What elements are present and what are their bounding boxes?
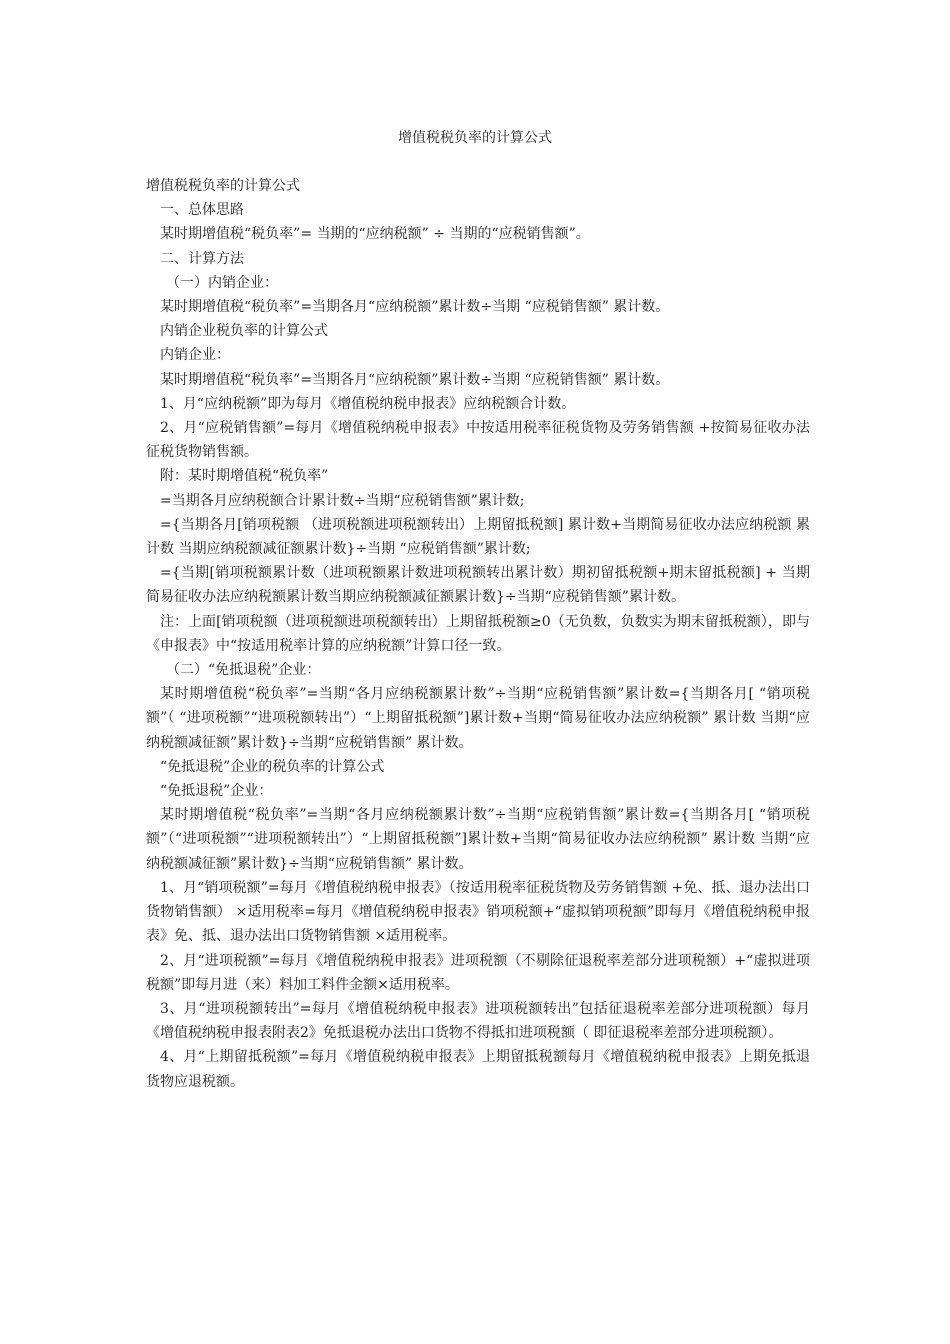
paragraph: “免抵退税”企业的税负率的计算公式 [160, 758, 385, 775]
paragraph: “免抵退税”企业： [160, 783, 273, 800]
note-paragraph: 注：上面[销项税额（进项税额进项税额转出）上期留抵税额≥0（无负数，负数实为期末留抵税额），即与《申报表》中“按适用税率计算的应纳税额”计算口径一致。 [146, 613, 810, 654]
list-item: 2、月“进项税额”=每月《增值税纳税申报表》进项税额（不剔除征退税率差部分进项税额）+“虚拟进项税额”即每月进（来）料加工料件金额×适用税率。 [146, 952, 810, 993]
subsection-heading-domestic: （一）内销企业： [166, 274, 278, 291]
paragraph: 某时期增值税“税负率”=当期“各月应纳税额累计数”÷当期“应税销售额”累计数={当期各月[ “销项税额”（“进项税额”“进项税额转出”）“上期留抵税额”]累计数+当期“简易征收办法应纳税额” 累计数 当期“应纳税额减征额”累计数}÷当期“应税销售额” 累计数。 [146, 807, 810, 872]
document-body [146, 174, 810, 1094]
paragraph: 某时期增值税“税负率”= 当期的“应纳税额” ÷ 当期的“应税销售额”。 [160, 226, 590, 243]
section-heading-method: 二、计算方法 [160, 250, 244, 267]
paragraph: 某时期增值税“税负率”=当期各月“应纳税额”累计数÷当期 “应税销售额” 累计数。 [160, 371, 670, 388]
paragraph: 附：某时期增值税“税负率” [160, 468, 329, 485]
formula-line: ={当期各月[销项税额 （进项税额进项税额转出）上期留抵税额] 累计数+当期简易征收办法应纳税额 累计数 当期应纳税额减征额累计数}÷当期 “应税销售额”累计数; [146, 516, 810, 558]
paragraph: 内销企业： [160, 347, 230, 364]
formula-line: =当期各月应纳税额合计累计数÷当期“应税销售额”累计数; [160, 492, 525, 509]
list-item: 3、月“进项税额转出”=每月《增值税纳税申报表》进项税额转出”包括征退税率差部分进项税额）每月《增值税纳税申报表附表2》免抵退税办法出口货物不得抵扣进项税额（ 即征退税率差部分进项税额）。 [146, 1000, 810, 1042]
paragraph: 内销企业税负率的计算公式 [160, 323, 328, 340]
section-heading-overview: 一、总体思路 [160, 202, 244, 219]
document-title: 增值税税负率的计算公式 [398, 130, 552, 146]
list-item: 4、月“上期留抵税额”=每月《增值税纳税申报表》上期留抵税额每月《增值税纳税申报表》上期免抵退货物应退税额。 [146, 1049, 810, 1090]
formula-line: ={当期[销项税额累计数（进项税额累计数进项税额转出累计数）期初留抵税额+期末留抵税额] + 当期简易征收办法应纳税额累计数当期应纳税额减征额累计数}÷当期“应税销售额”累计数。 [146, 565, 810, 606]
list-item: 1、月“销项税额”=每月《增值税纳税申报表》（按适用税率征税货物及劳务销售额 +免、抵、退办法出口货物销售额） ×适用税率=每月《增值税纳税申报表》销项税额+“虚拟销项税额”即每月《增值税纳税申报表》免、抵、退办法出口货物销售额 ×适用税率。 [146, 879, 810, 945]
paragraph: 某时期增值税“税负率”=当期“各月应纳税额累计数”÷当期“应税销售额”累计数={当期各月[ “销项税额”（ “进项税额”“进项税额转出”）“上期留抵税额”]累计数+当期“简易征收办法应纳税额” 累计数 当期“应纳税额减征额”累计数}÷当期“应税销售额” 累计数。 [146, 686, 810, 751]
body-heading: 增值税税负率的计算公式 [146, 178, 300, 194]
paragraph: 某时期增值税“税负率”=当期各月“应纳税额”累计数÷当期 “应税销售额” 累计数。 [160, 299, 670, 316]
list-item: 2、月“应税销售额”=每月《增值税纳税申报表》中按适用税率征税货物及劳务销售额 +按简易征收办法征税货物销售额。 [146, 420, 810, 461]
subsection-heading-exempt: （二）“免抵退税”企业： [166, 662, 321, 679]
list-item: 1、月“应纳税额”即为每月《增值税纳税申报表》应纳税额合计数。 [160, 395, 576, 412]
